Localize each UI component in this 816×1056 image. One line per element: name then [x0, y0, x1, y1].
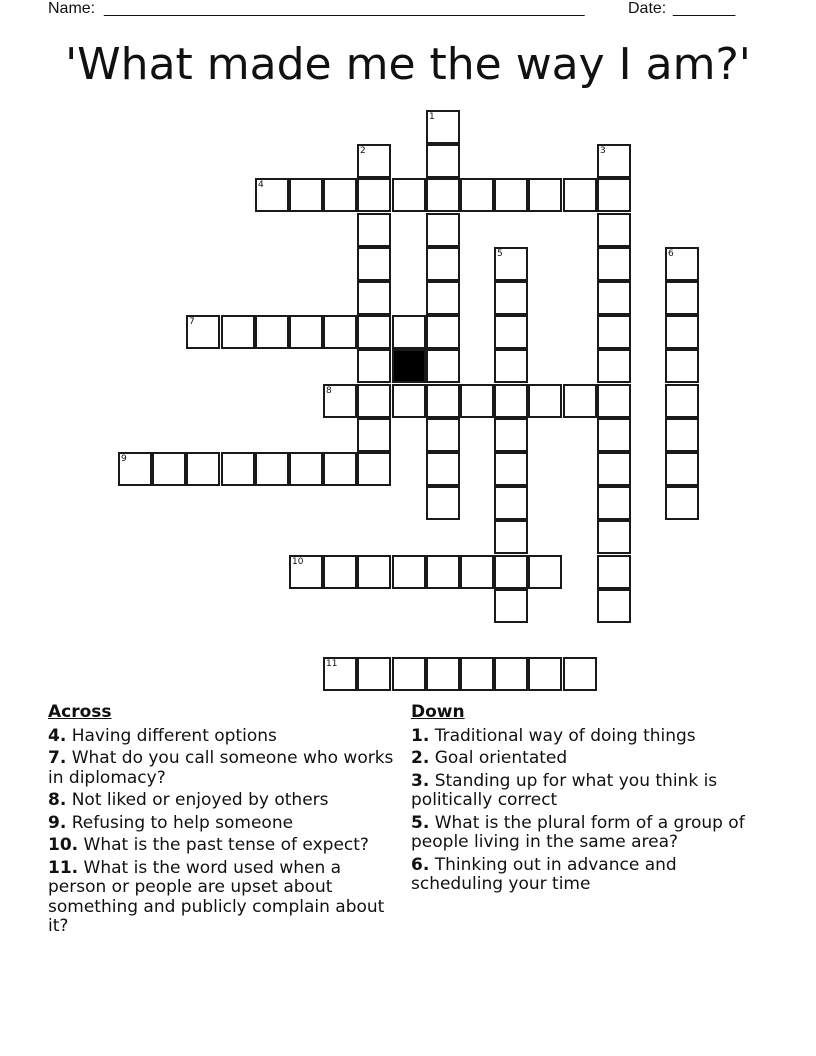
- grid-cell[interactable]: [494, 384, 528, 418]
- grid-cell[interactable]: [426, 486, 460, 520]
- grid-cell[interactable]: [460, 178, 494, 212]
- grid-cell[interactable]: [392, 384, 426, 418]
- grid-cell[interactable]: [494, 589, 528, 623]
- grid-cell[interactable]: [528, 384, 562, 418]
- grid-cell[interactable]: [357, 555, 391, 589]
- grid-cell[interactable]: [357, 178, 391, 212]
- clue-number: 8: [326, 386, 332, 396]
- across-clue-8: 8. Not liked or enjoyed by others: [48, 790, 329, 810]
- grid-cell[interactable]: [665, 349, 699, 383]
- grid-cell[interactable]: [357, 384, 391, 418]
- grid-cell[interactable]: [392, 178, 426, 212]
- grid-cell[interactable]: [494, 349, 528, 383]
- grid-cell[interactable]: [494, 281, 528, 315]
- grid-cell[interactable]: [323, 384, 357, 418]
- grid-cell[interactable]: [494, 555, 528, 589]
- grid-cell[interactable]: [392, 657, 426, 691]
- grid-cell[interactable]: [597, 555, 631, 589]
- clue-number: 11: [326, 659, 338, 669]
- grid-cell[interactable]: [665, 418, 699, 452]
- grid-cell[interactable]: [323, 178, 357, 212]
- across-clues: [48, 703, 400, 940]
- grid-cell[interactable]: [255, 178, 289, 212]
- grid-cell[interactable]: [563, 384, 597, 418]
- grid-cell[interactable]: [597, 247, 631, 281]
- clue-number: 5: [497, 249, 503, 259]
- grid-cell[interactable]: [289, 315, 323, 349]
- grid-cell[interactable]: [426, 213, 460, 247]
- grid-cell[interactable]: [597, 178, 631, 212]
- down-clues: [411, 703, 751, 898]
- grid-cell[interactable]: [494, 418, 528, 452]
- grid-cell[interactable]: [563, 657, 597, 691]
- grid-cell[interactable]: [323, 657, 357, 691]
- grid-cell[interactable]: [494, 486, 528, 520]
- grid-cell[interactable]: [494, 657, 528, 691]
- grid-cell[interactable]: [665, 486, 699, 520]
- grid-cell[interactable]: [323, 315, 357, 349]
- grid-cell[interactable]: [426, 281, 460, 315]
- clue-number: 9: [121, 454, 127, 464]
- grid-cell[interactable]: [357, 144, 391, 178]
- clue-number: 6: [668, 249, 674, 259]
- grid-cell[interactable]: [357, 213, 391, 247]
- clue-number: 7: [189, 317, 195, 327]
- page-title: 'What made me the way I am?': [65, 39, 751, 90]
- grid-cell[interactable]: [665, 281, 699, 315]
- clue-number: 4: [258, 180, 264, 190]
- grid-cell[interactable]: [494, 452, 528, 486]
- grid-cell[interactable]: [426, 555, 460, 589]
- down-clue-5: 5. What is the plural form of a group of people living in the same area?: [411, 812, 745, 852]
- grid-cell[interactable]: [494, 520, 528, 554]
- down-heading: Down: [411, 702, 465, 722]
- grid-cell[interactable]: [597, 315, 631, 349]
- down-clue-1: 1. Traditional way of doing things: [411, 725, 696, 746]
- grid-cell[interactable]: [357, 418, 391, 452]
- grid-cell[interactable]: [665, 384, 699, 418]
- clue-number: 1: [429, 112, 435, 122]
- grid-cell[interactable]: [597, 281, 631, 315]
- down-clue-3: 3. Standing up for what you think is politically correct: [411, 770, 718, 810]
- grid-cell[interactable]: [460, 555, 494, 589]
- grid-cell[interactable]: [426, 110, 460, 144]
- across-clue-9: 9. Refusing to help someone: [48, 812, 294, 833]
- grid-cell[interactable]: [186, 452, 220, 486]
- grid-cell[interactable]: [392, 555, 426, 589]
- clue-number: 10: [292, 557, 304, 567]
- date-label: Date:: [628, 0, 667, 17]
- across-heading: Across: [48, 702, 112, 722]
- across-clue-7: 7. What do you call someone who works in diplomacy?: [48, 748, 394, 788]
- grid-cell[interactable]: [426, 349, 460, 383]
- grid-cell[interactable]: [357, 657, 391, 691]
- grid-cell[interactable]: [255, 315, 289, 349]
- grid-cell[interactable]: [357, 349, 391, 383]
- black-square: [392, 349, 426, 383]
- grid-cell[interactable]: [357, 281, 391, 315]
- grid-cell[interactable]: [494, 315, 528, 349]
- grid-cell[interactable]: [186, 315, 220, 349]
- grid-cell[interactable]: [597, 589, 631, 623]
- grid-cell[interactable]: [665, 247, 699, 281]
- grid-cell[interactable]: [289, 555, 323, 589]
- across-clue-11: 11. What is the word used when a person or people are upset about something and publicly complain about it?: [48, 857, 385, 936]
- grid-cell[interactable]: [460, 384, 494, 418]
- grid-cell[interactable]: [460, 657, 494, 691]
- grid-cell[interactable]: [289, 178, 323, 212]
- grid-cell[interactable]: [665, 315, 699, 349]
- clue-number: 3: [600, 146, 606, 156]
- grid-cell[interactable]: [426, 418, 460, 452]
- grid-cell[interactable]: [597, 418, 631, 452]
- grid-cell[interactable]: [597, 213, 631, 247]
- grid-cell[interactable]: [392, 315, 426, 349]
- grid-cell[interactable]: [597, 486, 631, 520]
- grid-cell[interactable]: [528, 178, 562, 212]
- grid-cell[interactable]: [426, 144, 460, 178]
- grid-cell[interactable]: [597, 349, 631, 383]
- down-clue-2: 2. Goal orientated: [411, 748, 568, 768]
- grid-cell[interactable]: [323, 452, 357, 486]
- grid-cell[interactable]: [426, 384, 460, 418]
- grid-cell[interactable]: [426, 657, 460, 691]
- down-clue-6: 6. Thinking out in advance and scheduling your time: [411, 854, 677, 894]
- grid-cell[interactable]: [494, 247, 528, 281]
- across-clue-10: 10. What is the past tense of expect?: [48, 835, 369, 855]
- grid-cell[interactable]: [426, 452, 460, 486]
- name-label: Name:: [48, 0, 96, 17]
- grid-cell[interactable]: [597, 452, 631, 486]
- grid-cell[interactable]: [221, 452, 255, 486]
- grid-cell[interactable]: [665, 452, 699, 486]
- grid-cell[interactable]: [426, 247, 460, 281]
- across-clue-4: 4. Having different options: [48, 725, 277, 746]
- grid-cell[interactable]: [597, 520, 631, 554]
- grid-cell[interactable]: [323, 555, 357, 589]
- grid-cell[interactable]: [357, 452, 391, 486]
- grid-cell[interactable]: [255, 452, 289, 486]
- grid-cell[interactable]: [152, 452, 186, 486]
- grid-cell[interactable]: [221, 315, 255, 349]
- grid-cell[interactable]: [563, 178, 597, 212]
- grid-cell[interactable]: [494, 178, 528, 212]
- grid-cell[interactable]: [597, 384, 631, 418]
- grid-cell[interactable]: [528, 555, 562, 589]
- grid-cell[interactable]: [289, 452, 323, 486]
- name-line[interactable]: ______________________________________________________: [104, 0, 585, 17]
- grid-cell[interactable]: [426, 315, 460, 349]
- grid-cell[interactable]: [118, 452, 152, 486]
- grid-cell[interactable]: [597, 144, 631, 178]
- grid-cell[interactable]: [426, 178, 460, 212]
- grid-cell[interactable]: [357, 315, 391, 349]
- date-line[interactable]: _______: [673, 0, 736, 17]
- grid-cell[interactable]: [357, 247, 391, 281]
- grid-cell[interactable]: [528, 657, 562, 691]
- clue-number: 2: [360, 146, 366, 156]
